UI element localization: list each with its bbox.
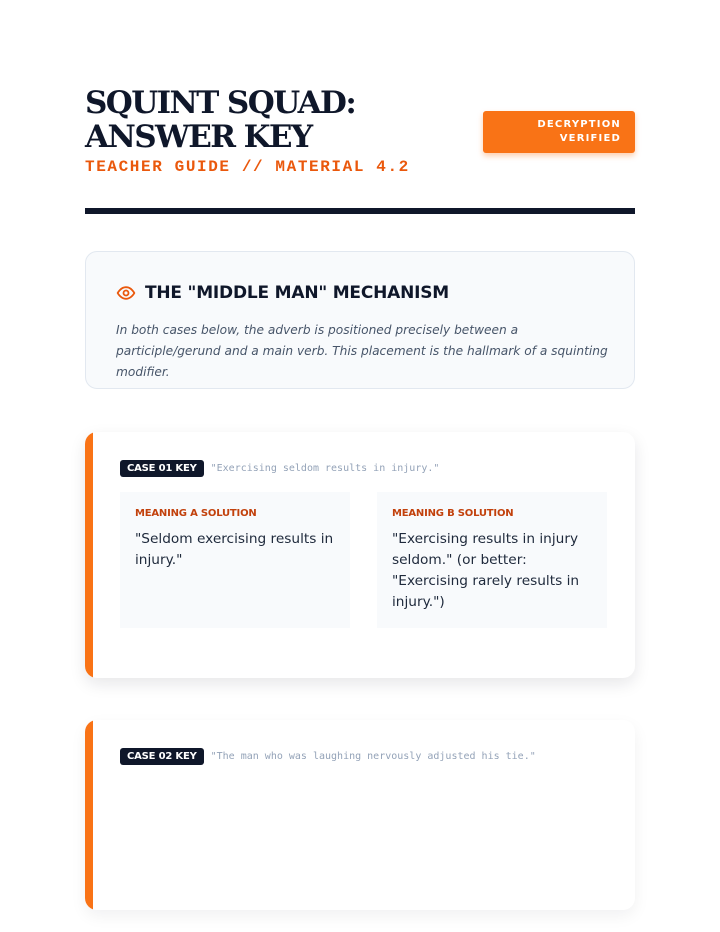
page-subtitle: TEACHER GUIDE // MATERIAL 4.2 bbox=[85, 158, 410, 176]
decryption-verified-badge bbox=[483, 111, 635, 153]
mechanism-description: In both cases below, the adverb is positioned precisely between a participle/gerund and a main verb. This placement is the hallmark of a squinting modifier. bbox=[116, 323, 608, 379]
page-header bbox=[85, 86, 635, 176]
case-01-card bbox=[85, 432, 635, 678]
mechanism-title: THE "MIDDLE MAN" MECHANISM bbox=[145, 283, 450, 303]
meaning-a-panel bbox=[120, 492, 350, 628]
case-02-card bbox=[85, 720, 635, 910]
case-02-label: CASE 02 KEY bbox=[120, 748, 204, 765]
case-01-header bbox=[120, 460, 439, 477]
meaning-b-label: MEANING B SOLUTION bbox=[392, 508, 514, 519]
mechanism-box bbox=[85, 251, 635, 389]
page-title: SQUINT SQUAD: ANSWER KEY bbox=[85, 85, 356, 155]
header-divider bbox=[85, 208, 635, 214]
badge-line-2: VERIFIED bbox=[559, 133, 621, 144]
case-01-meanings bbox=[120, 492, 608, 628]
case-02-header bbox=[120, 748, 536, 765]
eye-icon bbox=[116, 283, 136, 303]
badge-line-1: DECRYPTION bbox=[537, 119, 621, 130]
meaning-b-text: "Exercising results in injury seldom." (or better: "Exercising rarely results in injury.") bbox=[392, 531, 580, 610]
meaning-b-panel bbox=[377, 492, 607, 628]
case-01-sentence: "Exercising seldom results in injury." bbox=[210, 463, 440, 474]
mechanism-heading bbox=[116, 283, 449, 303]
case-02-sentence: "The man who was laughing nervously adjusted his tie." bbox=[210, 751, 536, 762]
meaning-a-label: MEANING A SOLUTION bbox=[135, 508, 257, 519]
case-01-label: CASE 01 KEY bbox=[120, 460, 204, 477]
meaning-a-text: "Seldom exercising results in injury." bbox=[135, 531, 334, 568]
